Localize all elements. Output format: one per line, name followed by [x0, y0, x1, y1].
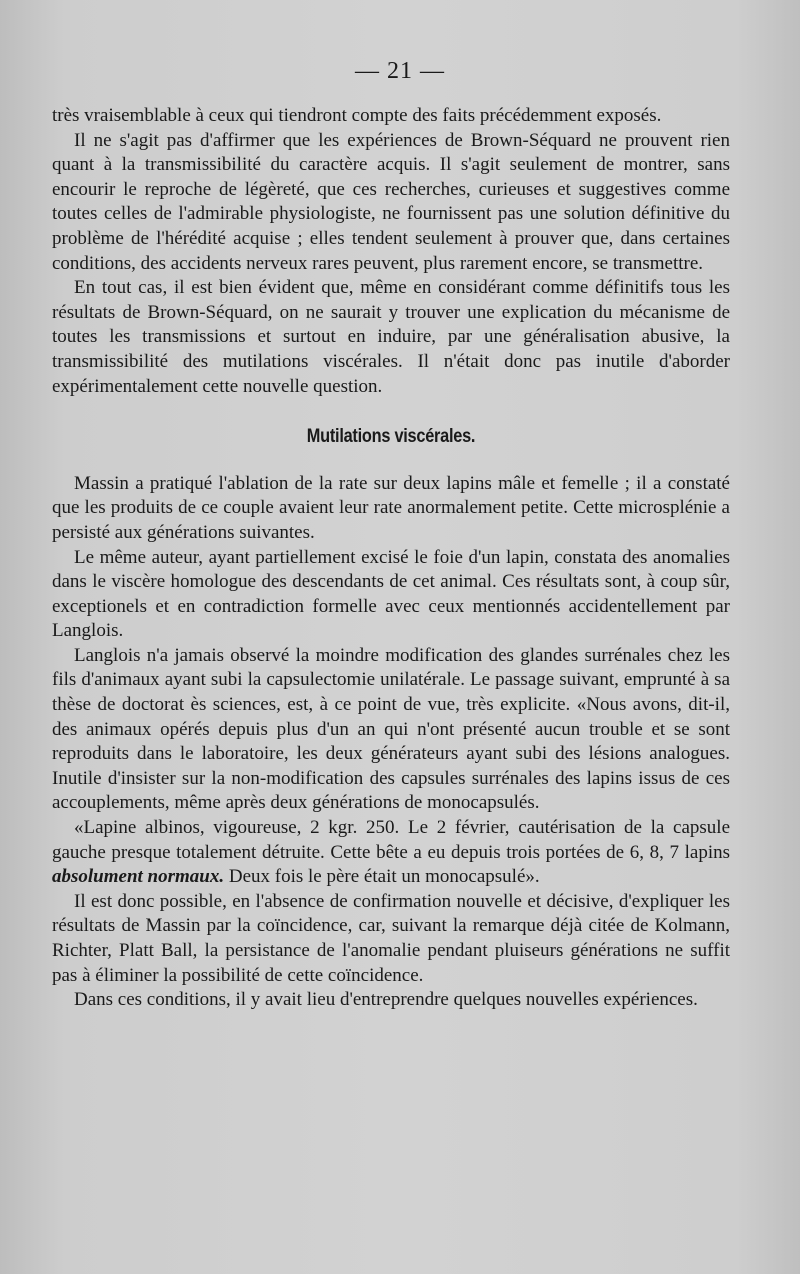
- quote-text-after: Deux fois le père était un monocapsulé».: [224, 866, 540, 888]
- paragraph-coincidence: Il est donc possible, en l'absence de confirmation nouvelle et décisive, d'expliquer les résultats de Massin par la coïncidence, car, suivant la remarque déjà citée de Kolmann, Richter, Platt Ball, la persistance de l'anomalie pendant pluiseurs générations ne suffit pas à éliminer la possibilité de cette coïncidence.: [52, 890, 730, 986]
- paragraph-meme-auteur: Le même auteur, ayant partiellement excisé le foie d'un lapin, constata des anomalies dans le viscère homologue des descendants de cet animal. Ces résultats sont, à coup sûr, exceptionels et en contradiction formelle avec ceux mentionnés accidentellement par Langlois.: [52, 546, 730, 642]
- paragraph-massin: Massin a pratiqué l'ablation de la rate sur deux lapins mâle et femelle ; il a constaté que les produits de ce couple avaient leur rate anormalement petite. Cette microsplénie a persisté aux générations suivantes.: [52, 472, 730, 543]
- paragraph-quote-lapine: [52, 816, 730, 890]
- section-heading: Mutilations viscérales.: [306, 426, 476, 448]
- paragraph-brown-sequard: Il ne s'agit pas d'affirmer que les expériences de Brown-Séquard ne prouvent rien quant à la transmissibilité du caractère acquis. Il s'agit seulement de montrer, sans encourir le reproche de légèreté, que ces recherches, curieuses et suggestives comme toutes celles de l'admirable physiologiste, ne fournissent pas une solution définitive du problème de l'hérédité acquise ; elles tendent seulement à prouver que, dans certaines conditions, des accidents nerveux rares peuvent, plus rarement encore, se transmettre.: [52, 129, 730, 274]
- paragraph-en-tout-cas: En tout cas, il est bien évident que, même en considérant comme définitifs tous les résultats de Brown-Séquard, on ne saurait y trouver une explication du mécanisme de toutes les transmissions et surtout en induire, par une généralisation abusive, la transmissibilité des mutilations viscérales. Il n'était donc pas inutile d'aborder expérimentalement cette nouvelle question.: [52, 277, 730, 397]
- page-number: — 21 —: [355, 58, 445, 84]
- paragraph-conclusion: Dans ces conditions, il y avait lieu d'entreprendre quelques nouvelles expériences.: [74, 989, 698, 1011]
- quote-text-before: «Lapine albinos, vigoureuse, 2 kgr. 250. Le 2 février, cautérisation de la capsule gauche presque totalement détruite. Cette bête a eu depuis trois portées de 6, 8, 7 lapins: [52, 817, 730, 863]
- paragraph-continuation: très vraisemblable à ceux qui tiendront compte des faits précédemment exposés.: [52, 105, 662, 126]
- body-text: [52, 104, 730, 1013]
- paragraph-langlois: Langlois n'a jamais observé la moindre modification des glandes surrénales chez les fils d'animaux ayant subi la capsulectomie unilatérale. Le passage suivant, emprunté à sa thèse de doctorat ès sciences, est, à ce point de vue, très explicite. «Nous avons, dit-il, des animaux opérés depuis plus d'un an qui n'ont présenté aucun trouble et se sont reproduits dans le laboratoire, les deux générateurs ayant subi des lésions analogues. Inutile d'insister sur la non-modification des capsules surrénales des lapins issus de ces accouplements, même après deux générations de monocapsulés.: [52, 644, 730, 814]
- quote-italic-text: absolument normaux.: [52, 866, 225, 888]
